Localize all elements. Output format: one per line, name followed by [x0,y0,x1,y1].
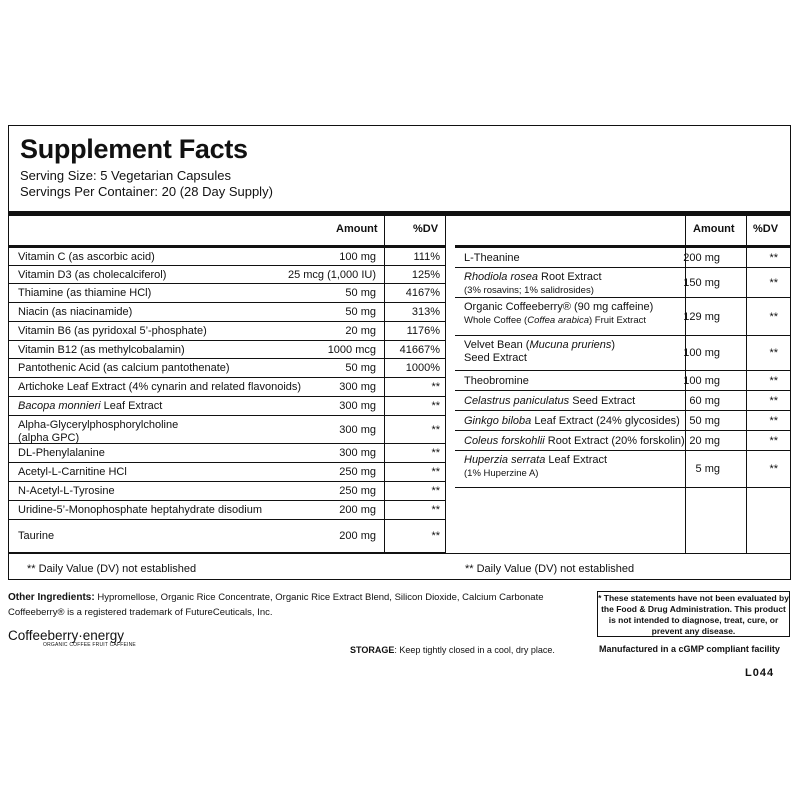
supplement-facts-panel [8,125,791,580]
ingredient-dv: ** [769,311,778,323]
ingredient-amount: 5 mg [695,463,720,475]
table-row [455,451,790,488]
ingredient-amount: 50 mg [345,362,376,374]
table-row [9,520,445,553]
ingredient-name-part: Thiamine (as thiamine HCl) [18,287,152,299]
ingredient-name-part: L-Theanine [464,252,520,264]
ingredient-name-part: Theobromine [464,375,529,387]
ingredient-amount: 250 mg [339,466,376,478]
ingredient-name-part: Pantothenic Acid (as calcium pantothenate) [18,362,230,374]
serving-info [20,168,273,200]
table-row [9,501,445,520]
ingredient-name-part: (3% rosavins; 1% salidrosides) [464,285,594,296]
ingredient-dv: ** [431,530,440,542]
coffeeberry-logo [8,628,136,648]
left-amount-divider [384,216,385,553]
dv-header-right: %DV [753,223,779,235]
servings-per-container: Servings Per Container: 20 (28 Day Supply) [20,184,273,199]
table-row [9,416,445,444]
ingredient-name-part: ) Fruit Extract [589,315,647,326]
ingredient-amount: 200 mg [339,504,376,516]
ingredient-dv: ** [769,347,778,359]
ingredient-dv: ** [769,395,778,407]
logo-tagline: ORGANIC COFFEE FRUIT CAFFEINE [43,642,136,648]
dv-note-right: ** Daily Value (DV) not established [465,563,635,575]
right-amount-divider [685,216,686,553]
table-row [9,397,445,416]
ingredient-amount: 50 mg [689,415,720,427]
ingredient-amount: 250 mg [339,485,376,497]
ingredient-name [18,466,127,479]
ingredient-name-italic: Coleus forskohlii [464,435,545,447]
ingredient-dv: 1000% [405,362,440,374]
ingredient-name [18,325,207,338]
storage-label: STORAGE [350,645,395,655]
ingredient-amount: 129 mg [683,311,720,323]
ingredient-name-part: ) [611,339,616,351]
table-row [9,303,445,322]
table-row [455,431,790,451]
table-row [455,371,790,391]
ingredient-name [464,271,602,297]
ingredient-dv: ** [769,463,778,475]
ingredient-amount: 25 mcg (1,000 IU) [287,269,376,281]
ingredient-name-part: Artichoke Leaf Extract (4% cynarin and related flavonoids) [18,381,302,393]
ingredient-name [464,435,685,448]
ingredient-name-part: Uridine-5’-Monophosphate heptahydrate disodium [18,504,262,516]
ingredient-name-part: Root Extract [538,271,602,283]
right-header [455,216,790,244]
ingredient-dv: 313% [411,306,440,318]
ingredient-name-part: Vitamin D3 (as cholecalciferol) [18,269,167,281]
ingredient-name [18,287,151,300]
table-row [9,266,445,284]
storage-instructions [350,645,555,655]
ingredient-dv: ** [431,400,440,412]
table-row [9,482,445,501]
ingredient-name-part: Root Extract (20% forskolin) [544,435,685,447]
ingredient-dv: 4167% [405,287,440,299]
left-header [9,216,445,244]
ingredient-name-part: (1% Huperzine A) [464,468,539,479]
ingredient-name-italic: Mucuna pruriens [529,339,612,351]
ingredient-name-part: Velvet Bean ( [464,339,530,351]
ingredient-dv: 111% [413,251,440,263]
ingredient-amount: 300 mg [339,424,376,436]
dv-note-left: ** Daily Value (DV) not established [27,563,197,575]
other-ingredients-label: Other Ingredients: [8,592,95,603]
right-dv-divider [746,216,747,553]
ingredient-name-italic: Coffea arabica [527,315,589,326]
ingredient-name [18,251,155,264]
ingredient-name-part: Leaf Extract (24% glycosides) [531,415,680,427]
ingredient-dv: 1176% [406,325,440,337]
ingredient-name [18,504,262,517]
ingredient-amount: 100 mg [339,251,376,263]
fda-disclaimer: * These statements have not been evaluated by the Food & Drug Administration. This product is not intended to diagnose, treat, cure, or prevent any disease. [598,593,789,636]
ingredient-dv: ** [431,504,440,516]
ingredient-dv: ** [769,277,778,289]
ingredient-amount: 1000 mcg [327,344,376,356]
ingredient-name [464,375,529,388]
ingredient-name-part: DL-Phenylalanine [18,447,105,459]
ingredient-amount: 200 mg [683,252,720,264]
ingredient-name [464,395,635,408]
ingredient-dv: ** [431,381,440,393]
ingredient-name-part: (alpha GPC) [18,432,80,444]
ingredient-name [18,485,115,498]
ingredient-amount: 50 mg [345,287,376,299]
ingredient-dv: ** [769,252,778,264]
ingredient-name [18,362,230,375]
manufactured-note: Manufactured in a cGMP compliant facility [599,644,780,654]
ingredient-amount: 200 mg [339,530,376,542]
center-divider [445,216,446,553]
ingredient-name [18,530,54,543]
ingredient-amount: 300 mg [339,400,376,412]
ingredient-name-part: Whole Coffee ( [464,315,528,326]
ingredient-name-part: Leaf Extract [545,454,608,466]
table-row [455,391,790,411]
ingredient-name [464,301,653,327]
lot-code: L044 [745,667,775,679]
ingredient-dv: ** [431,424,440,436]
ingredient-dv: ** [431,447,440,459]
table-row [455,298,790,336]
ingredient-amount: 300 mg [339,447,376,459]
table-row [455,268,790,298]
amount-header: Amount [336,223,378,235]
table-row [9,444,445,463]
serving-size: Serving Size: 5 Vegetarian Capsules [20,168,232,183]
ingredient-amount: 20 mg [689,435,720,447]
ingredient-name [464,339,615,365]
ingredient-amount: 60 mg [689,395,720,407]
storage-text: : Keep tightly closed in a cool, dry place. [394,645,555,655]
ingredient-name-part: Seed Extract [464,352,527,364]
ingredient-name-italic: Celastrus paniculatus [464,395,570,407]
trademark-note: Coffeeberry® is a registered trademark of FutureCeuticals, Inc. [8,607,273,618]
ingredient-dv: ** [431,485,440,497]
ingredient-amount: 20 mg [345,325,376,337]
table-row [9,463,445,482]
ingredient-name-part: N-Acetyl-L-Tyrosine [18,485,115,497]
table-row [455,248,790,268]
ingredient-name-part: Vitamin B12 (as methylcobalamin) [18,344,185,356]
ingredient-name-part: Seed Extract [569,395,636,407]
ingredient-name-part: Acetyl-L-Carnitine HCl [18,466,127,478]
ingredient-amount: 300 mg [339,381,376,393]
ingredient-name-italic: Bacopa monnieri [18,400,101,412]
logo-wordmark: Coffeeberry·energy [8,628,125,643]
ingredient-name [18,447,105,460]
table-row [9,359,445,378]
ingredient-name [18,306,132,319]
amount-header-right: Amount [693,223,735,235]
ingredient-name [18,381,301,394]
table-row [9,378,445,397]
table-row [455,411,790,431]
other-ingredients-text: Hypromellose, Organic Rice Concentrate, Organic Rice Extract Blend, Silicon Dioxide, Calcium Carbonate [97,592,544,603]
ingredient-name [18,419,178,445]
ingredient-name-italic: Huperzia serrata [464,454,546,466]
ingredient-name-part: Vitamin B6 (as pyridoxal 5’-phosphate) [18,325,207,337]
ingredient-amount: 50 mg [345,306,376,318]
ingredient-name [464,252,520,265]
ingredient-dv: 41667% [399,344,440,356]
ingredient-amount: 100 mg [683,347,720,359]
ingredient-name-part: Niacin (as niacinamide) [18,306,133,318]
ingredient-name-part: Vitamin C (as ascorbic acid) [18,251,155,263]
ingredient-amount: 100 mg [683,375,720,387]
ingredient-name-part: Organic Coffeeberry® (90 mg caffeine) [464,301,654,313]
table-row [9,284,445,303]
table-row [9,341,445,359]
panel-title: Supplement Facts [20,134,248,164]
ingredient-name [464,454,607,480]
table-row [9,248,445,266]
ingredient-name-italic: Ginkgo biloba [464,415,532,427]
ingredient-name [18,400,162,413]
ingredient-amount: 150 mg [683,277,720,289]
ingredient-name-part: Taurine [18,530,55,542]
table-row [9,322,445,341]
bottom-rule [9,553,790,554]
ingredient-dv: ** [769,375,778,387]
ingredient-name [18,344,185,357]
table-row [455,336,790,371]
dv-header: %DV [413,223,439,235]
ingredient-dv: ** [431,466,440,478]
ingredient-dv: ** [769,415,778,427]
ingredient-dv: 125% [411,269,440,281]
other-ingredients-block [8,590,544,620]
ingredient-name [18,269,166,282]
ingredient-name-part: Leaf Extract [100,400,163,412]
ingredient-name [464,415,680,428]
ingredient-dv: ** [769,435,778,447]
ingredient-name-italic: Rhodiola rosea [464,271,538,283]
ingredient-name-part: Alpha-Glycerylphosphorylcholine [18,419,179,431]
